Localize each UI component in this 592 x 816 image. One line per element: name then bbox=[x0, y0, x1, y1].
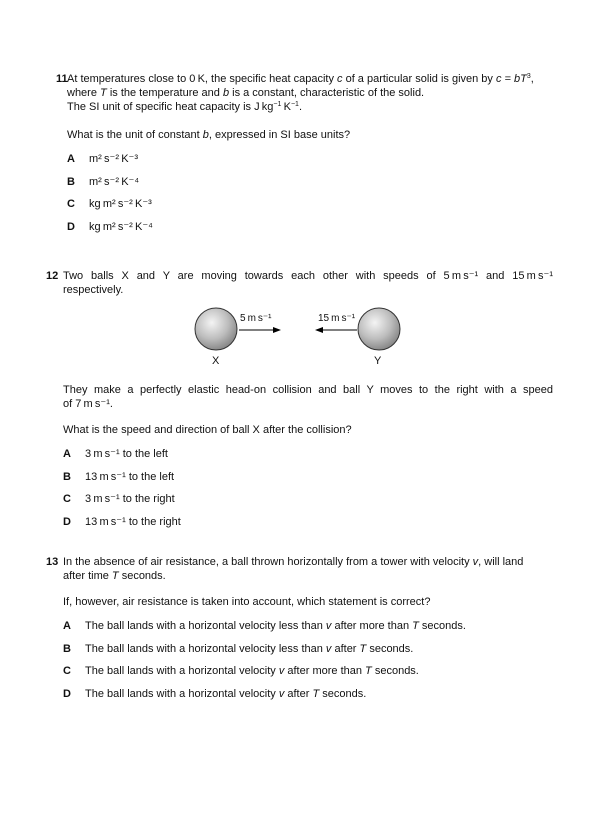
text: The ball lands with a horizontal velocity bbox=[85, 688, 279, 700]
option-text bbox=[85, 688, 366, 701]
ball-label-x: X bbox=[212, 355, 220, 367]
variable: T bbox=[359, 643, 367, 655]
text: after bbox=[331, 643, 360, 655]
text: , will land bbox=[478, 556, 524, 568]
question-prompt: What is the speed and direction of ball X after the collision? bbox=[63, 424, 352, 436]
question-prompt bbox=[67, 129, 350, 142]
text: is a constant, characteristic of the solid. bbox=[229, 87, 425, 99]
question-stem-line: respectively. bbox=[63, 284, 124, 296]
exponent: −1 bbox=[273, 101, 282, 108]
option-letter: B bbox=[67, 176, 75, 188]
text: K bbox=[281, 101, 291, 113]
text: seconds. bbox=[319, 688, 367, 700]
option-text bbox=[85, 665, 419, 678]
question-stem-line bbox=[67, 101, 302, 114]
option-text: 3 m s⁻¹ to the right bbox=[85, 493, 175, 505]
ball-x bbox=[195, 308, 237, 350]
variable: v bbox=[325, 643, 332, 655]
text: The ball lands with a horizontal velocity bbox=[85, 665, 279, 677]
question-stem-line: Two balls X and Y are moving towards each other with speeds of 5 m s⁻¹ and 15 m s⁻¹ bbox=[63, 270, 553, 282]
text: The ball lands with a horizontal velocity less than bbox=[85, 620, 326, 632]
variable: v bbox=[325, 620, 332, 632]
text: The SI unit of specific heat capacity is J kg bbox=[67, 101, 274, 113]
question-stem-line bbox=[63, 570, 166, 583]
option-text: 13 m s⁻¹ to the right bbox=[85, 516, 181, 528]
text: is the temperature and bbox=[106, 87, 223, 99]
variable: T bbox=[312, 688, 320, 700]
question-stem-line bbox=[67, 73, 553, 86]
option-letter: D bbox=[67, 221, 75, 233]
option-text: m² s⁻² K⁻³ bbox=[89, 153, 139, 165]
text: where bbox=[67, 87, 101, 99]
variable: c bbox=[337, 73, 343, 85]
option-letter: A bbox=[63, 620, 71, 632]
option-text bbox=[85, 620, 466, 633]
ball-label-y: Y bbox=[374, 355, 382, 367]
variable: T bbox=[100, 87, 107, 99]
variable: T bbox=[412, 620, 419, 632]
text: of a particular solid is given by bbox=[342, 73, 496, 85]
text: The ball lands with a horizontal velocity less than bbox=[85, 643, 326, 655]
question-stem-line bbox=[63, 556, 523, 569]
text: after more than bbox=[331, 620, 413, 632]
speed-label-x: 5 m s⁻¹ bbox=[240, 313, 272, 324]
question-prompt: If, however, air resistance is taken into account, which statement is correct? bbox=[63, 596, 431, 608]
option-text: 3 m s⁻¹ to the left bbox=[85, 448, 168, 460]
text: seconds. bbox=[366, 643, 414, 655]
question-stem-line: of 7 m s⁻¹. bbox=[63, 398, 113, 410]
text: after more than bbox=[284, 665, 366, 677]
variable: b bbox=[202, 129, 209, 141]
option-text bbox=[85, 643, 413, 656]
option-text: kg m² s⁻² K⁻³ bbox=[89, 198, 152, 210]
speed-label-y: 15 m s⁻¹ bbox=[318, 313, 356, 324]
variable: v bbox=[278, 665, 285, 677]
variable: v bbox=[472, 556, 479, 568]
question-stem-line: They make a perfectly elastic head-on collision and ball Y moves to the right with a speed bbox=[63, 384, 553, 396]
variable: T bbox=[111, 570, 119, 582]
text: seconds. bbox=[371, 665, 419, 677]
option-letter: A bbox=[67, 153, 75, 165]
question-number: 12 bbox=[46, 270, 59, 282]
variable: b bbox=[222, 87, 230, 99]
text: after time bbox=[63, 570, 112, 582]
option-letter: C bbox=[63, 493, 71, 505]
option-letter: C bbox=[67, 198, 75, 210]
text: What is the unit of constant bbox=[67, 129, 203, 141]
option-letter: D bbox=[63, 688, 71, 700]
text: seconds. bbox=[418, 620, 466, 632]
text: , bbox=[530, 73, 534, 85]
arrow-x-head bbox=[273, 327, 281, 333]
text: seconds. bbox=[118, 570, 166, 582]
option-text: m² s⁻² K⁻⁴ bbox=[89, 176, 140, 188]
question-stem-line bbox=[67, 87, 424, 100]
text: In the absence of air resistance, a ball thrown horizontally from a tower with velocity bbox=[63, 556, 473, 568]
question-number: 13 bbox=[46, 556, 59, 568]
text: . bbox=[298, 101, 302, 113]
text: , expressed in SI base units? bbox=[208, 129, 351, 141]
exponent: 3 bbox=[526, 73, 531, 80]
option-letter: B bbox=[63, 643, 71, 655]
option-text: kg m² s⁻² K⁻⁴ bbox=[89, 221, 153, 233]
exponent: −1 bbox=[290, 101, 299, 108]
option-text: 13 m s⁻¹ to the left bbox=[85, 471, 175, 483]
ball-y bbox=[358, 308, 400, 350]
variable: v bbox=[278, 688, 285, 700]
equation: c = bT bbox=[495, 73, 527, 85]
option-letter: B bbox=[63, 471, 71, 483]
option-letter: C bbox=[63, 665, 71, 677]
text: At temperatures close to 0 K, the specific heat capacity bbox=[67, 73, 338, 85]
text: after bbox=[284, 688, 313, 700]
variable: T bbox=[365, 665, 372, 677]
question-number: 11 bbox=[56, 73, 68, 85]
option-letter: D bbox=[63, 516, 71, 528]
arrow-y-head bbox=[315, 327, 323, 333]
option-letter: A bbox=[63, 448, 71, 460]
